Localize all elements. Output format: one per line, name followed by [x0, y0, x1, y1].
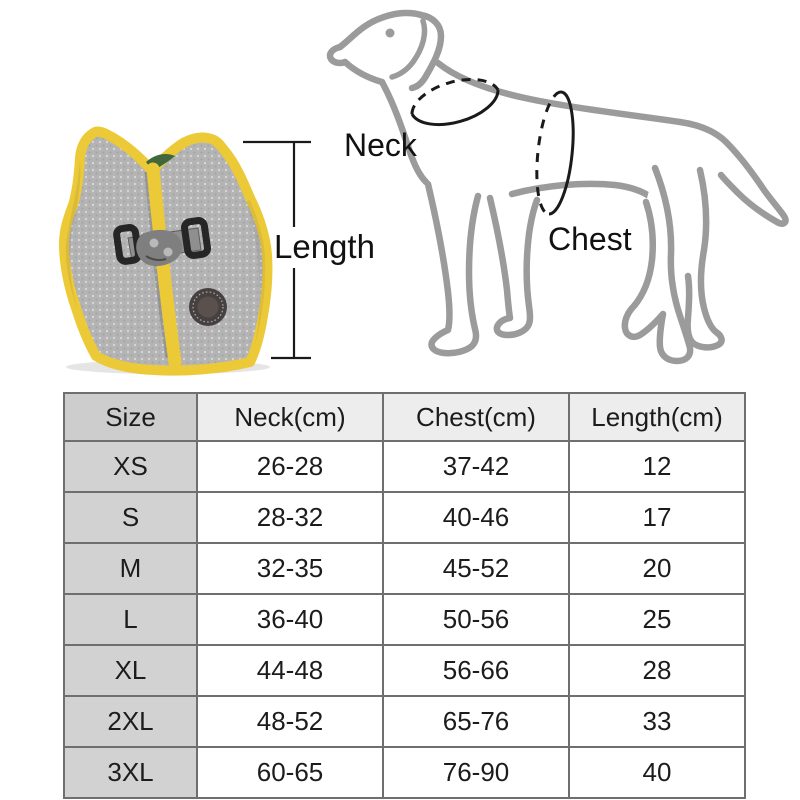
- table-row-2xl: [64, 696, 745, 747]
- cell-neck: 32-35: [197, 543, 383, 594]
- table-row-xs: [64, 441, 745, 492]
- chest-ellipse-dashed: [537, 92, 561, 214]
- cell-neck: 36-40: [197, 594, 383, 645]
- cell-chest: 65-76: [383, 696, 569, 747]
- cell-neck: 60-65: [197, 747, 383, 798]
- cell-length: 28: [569, 645, 745, 696]
- dog-ear-inner: [392, 21, 425, 77]
- cell-chest: 76-90: [383, 747, 569, 798]
- harness-vest-image: [64, 132, 270, 374]
- dog-front-leg-far: [490, 198, 537, 335]
- dog-outline-drawing: [330, 13, 786, 361]
- cell-neck: 44-48: [197, 645, 383, 696]
- cell-size: 3XL: [64, 747, 197, 798]
- table-row-3xl: [64, 747, 745, 798]
- header-chest: Chest(cm): [383, 393, 569, 441]
- chest-ellipse-solid: [549, 92, 573, 214]
- neck-label: Neck: [344, 127, 417, 163]
- dog-front-leg-near: [428, 184, 478, 353]
- table-row-l: [64, 594, 745, 645]
- length-label: Length: [274, 228, 375, 265]
- chest-label: Chest: [548, 221, 632, 257]
- dog-head-top: [340, 13, 421, 47]
- dog-hind-leg-near: [625, 168, 690, 361]
- cell-size: 2XL: [64, 696, 197, 747]
- cell-size: XS: [64, 441, 197, 492]
- cell-neck: 28-32: [197, 492, 383, 543]
- cell-chest: 56-66: [383, 645, 569, 696]
- cell-length: 17: [569, 492, 745, 543]
- table-row-xl: [64, 645, 745, 696]
- header-length: Length(cm): [569, 393, 745, 441]
- table-row-m: [64, 543, 745, 594]
- cell-length: 20: [569, 543, 745, 594]
- size-chart-table: [63, 392, 746, 799]
- cell-chest: 37-42: [383, 441, 569, 492]
- vest-logo-patch: [189, 288, 227, 326]
- header-size: Size: [64, 393, 197, 441]
- cell-size: XL: [64, 645, 197, 696]
- cell-length: 25: [569, 594, 745, 645]
- cell-length: 33: [569, 696, 745, 747]
- chest-measure-ellipse: [537, 92, 573, 214]
- dog-jaw: [345, 62, 382, 82]
- cell-neck: 26-28: [197, 441, 383, 492]
- dog-hind-leg-far: [688, 170, 722, 347]
- cell-size: S: [64, 492, 197, 543]
- table-row-s: [64, 492, 745, 543]
- dog-eye: [386, 29, 395, 38]
- cell-chest: 40-46: [383, 492, 569, 543]
- dog-belly: [512, 184, 652, 198]
- header-neck: Neck(cm): [197, 393, 383, 441]
- cell-size: M: [64, 543, 197, 594]
- cell-chest: 50-56: [383, 594, 569, 645]
- cell-neck: 48-52: [197, 696, 383, 747]
- cell-chest: 45-52: [383, 543, 569, 594]
- cell-length: 40: [569, 747, 745, 798]
- table-header-row: [64, 393, 745, 441]
- cell-size: L: [64, 594, 197, 645]
- cell-length: 12: [569, 441, 745, 492]
